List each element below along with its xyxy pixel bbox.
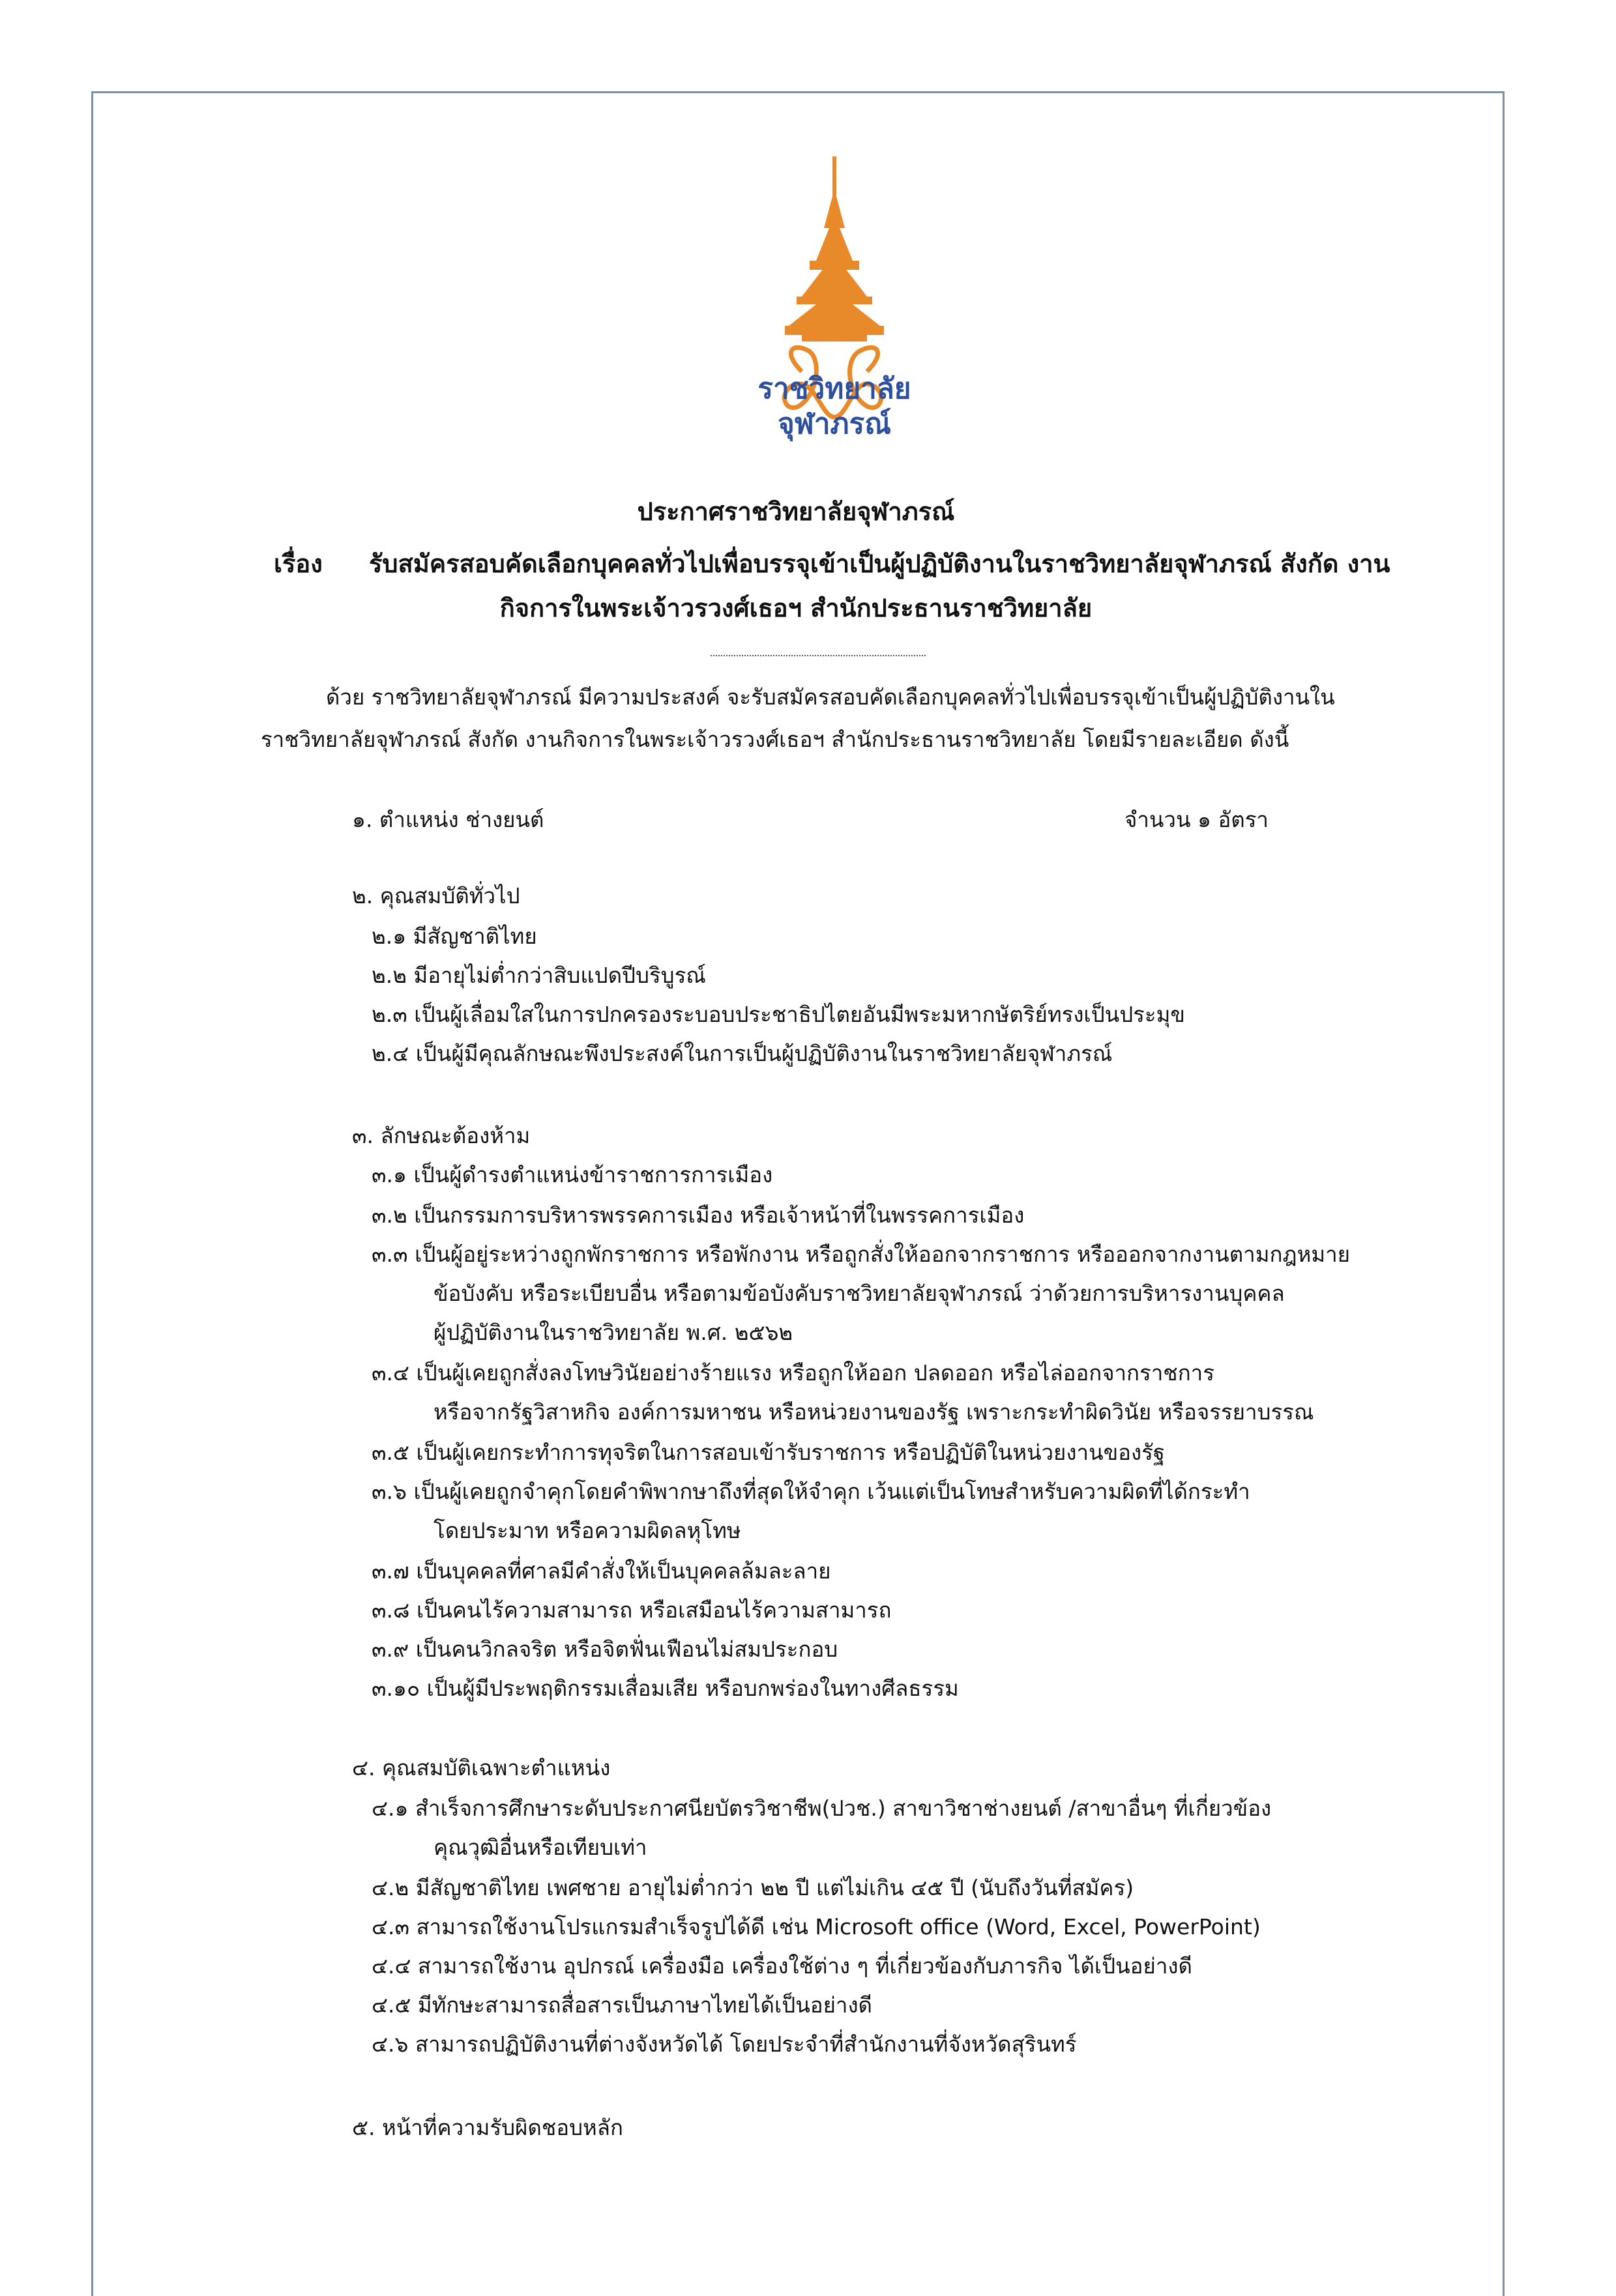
separator-dots: [711, 655, 926, 656]
list-item: ๓.๔ เป็นผู้เคยถูกสั่งลงโทษวินัยอย่างร้ายแรง หรือถูกให้ออก ปลดออก หรือไล่ออกจากราชการ: [372, 1360, 1214, 1386]
announcement-title: ประกาศราชวิทยาลัยจุฬาภรณ์: [637, 497, 955, 526]
list-item: ๔.๑ สำเร็จการศึกษาระดับประกาศนียบัตรวิชาชีพ(ปวช.) สาขาวิชาช่างยนต์ /สาขาอื่นๆ ที่เกี่ยวข้อง: [372, 1795, 1272, 1821]
list-item-continuation: คุณวุฒิอื่นหรือเทียบเท่า: [433, 1835, 647, 1860]
list-item: ๓.๕ เป็นผู้เคยกระทำการทุจริตในการสอบเข้ารับราชการ หรือปฏิบัติในหน่วยงานของรัฐ: [372, 1440, 1166, 1465]
section-2-heading: ๒. คุณสมบัติทั่วไป: [352, 883, 520, 908]
subject-label: เรื่อง: [274, 549, 323, 578]
list-item: ๓.๗ เป็นบุคคลที่ศาลมีคำสั่งให้เป็นบุคคลล้มละลาย: [372, 1558, 831, 1584]
list-item: ๒.๔ เป็นผู้มีคุณลักษณะพึงประสงค์ในการเป็นผู้ปฏิบัติงานในราชวิทยาลัยจุฬาภรณ์: [372, 1041, 1113, 1066]
section-3-heading: ๓. ลักษณะต้องห้าม: [352, 1123, 531, 1148]
position-count: จำนวน ๑ อัตรา: [1124, 807, 1269, 832]
list-item-continuation: ผู้ปฏิบัติงานในราชวิทยาลัย พ.ศ. ๒๕๖๒: [433, 1320, 793, 1345]
subject-line-2: กิจการในพระเจ้าวรวงศ์เธอฯ สำนักประธานราชวิทยาลัย: [499, 594, 1093, 622]
logo-line-1: ราชวิทยาลัย: [757, 372, 911, 405]
list-item: ๓.๖ เป็นผู้เคยถูกจำคุกโดยคำพิพากษาถึงที่สุดให้จำคุก เว้นแต่เป็นโทษสำหรับความผิดที่ได้กระทำ: [372, 1479, 1250, 1504]
section-4-heading: ๔. คุณสมบัติเฉพาะตำแหน่ง: [352, 1755, 611, 1780]
section-5-heading: ๕. หน้าที่ความรับผิดชอบหลัก: [352, 2115, 623, 2140]
list-item: ๔.๔ สามารถใช้งาน อุปกรณ์ เครื่องมือ เครื่องใช้ต่าง ๆ ที่เกี่ยวข้องกับภารกิจ ได้เป็นอย่างดี: [372, 1953, 1192, 1979]
list-item: ๔.๕ มีทักษะสามารถสื่อสารเป็นภาษาไทยได้เป็นอย่างดี: [372, 1992, 872, 2018]
list-item-continuation: โดยประมาท หรือความผิดลหุโทษ: [433, 1518, 741, 1543]
list-item: ๓.๒ เป็นกรรมการบริหารพรรคการเมือง หรือเจ้าหน้าที่ในพรรคการเมือง: [372, 1202, 1025, 1228]
list-item: ๓.๘ เป็นคนไร้ความสามารถ หรือเสมือนไร้ความสามารถ: [372, 1597, 892, 1623]
list-item: ๓.๓ เป็นผู้อยู่ระหว่างถูกพักราชการ หรือพักงาน หรือถูกสั่งให้ออกจากราชการ หรือออกจากงานตามกฎหมาย: [372, 1242, 1350, 1267]
position-label: ๑. ตำแหน่ง ช่างยนต์: [352, 807, 544, 832]
list-item: ๒.๒ มีอายุไม่ต่ำกว่าสิบแปดปีบริบูรณ์: [372, 963, 706, 988]
list-item: ๒.๓ เป็นผู้เลื่อมใสในการปกครองระบอบประชาธิปไตยอันมีพระมหากษัตริย์ทรงเป็นประมุข: [372, 1002, 1185, 1027]
intro-line-1: ด้วย ราชวิทยาลัยจุฬาภรณ์ มีความประสงค์ จะรับสมัครสอบคัดเลือกบุคคลทั่วไปเพื่อบรรจุเข้าเป็นผู้ปฏิบัติงานใน: [326, 684, 1335, 710]
list-item: ๓.๑๐ เป็นผู้มีประพฤติกรรมเสื่อมเสีย หรือบกพร่องในทางศีลธรรม: [372, 1676, 959, 1701]
subject-line-1: รับสมัครสอบคัดเลือกบุคคลทั่วไปเพื่อบรรจุเข้าเป็นผู้ปฏิบัติงานในราชวิทยาลัยจุฬาภรณ์ สังกัด งาน: [369, 549, 1390, 578]
list-item: ๔.๒ มีสัญชาติไทย เพศชาย อายุไม่ต่ำกว่า ๒๒ ปี แต่ไม่เกิน ๔๕ ปี (นับถึงวันที่สมัคร): [372, 1875, 1134, 1900]
intro-line-2: ราชวิทยาลัยจุฬาภรณ์ สังกัด งานกิจการในพระเจ้าวรวงศ์เธอฯ สำนักประธานราชวิทยาลัย โดยมีรายละเอียด ดังนี้: [261, 727, 1289, 752]
logo-line-2: จุฬาภรณ์: [777, 407, 892, 441]
list-item: ๒.๑ มีสัญชาติไทย: [372, 923, 537, 949]
list-item: ๓.๙ เป็นคนวิกลจริต หรือจิตฟั่นเฟือนไม่สมประกอบ: [372, 1636, 838, 1662]
list-item: ๔.๓ สามารถใช้งานโปรแกรมสำเร็จรูปได้ดี เช่น Microsoft office (Word, Excel, PowerPoint): [372, 1914, 1261, 1940]
list-item-continuation: ข้อบังคับ หรือระเบียบอื่น หรือตามข้อบังคับราชวิทยาลัยจุฬาภรณ์ ว่าด้วยการบริหารงานบุคคล: [433, 1281, 1285, 1306]
list-item-continuation: หรือจากรัฐวิสาหกิจ องค์การมหาชน หรือหน่วยงานของรัฐ เพราะกระทำผิดวินัย หรือจรรยาบรรณ: [433, 1399, 1314, 1425]
list-item: ๓.๑ เป็นผู้ดำรงตำแหน่งข้าราชการการเมือง: [372, 1162, 773, 1187]
list-item: ๔.๖ สามารถปฏิบัติงานที่ต่างจังหวัดได้ โดยประจำที่สำนักงานที่จังหวัดสุรินทร์: [372, 2031, 1077, 2057]
